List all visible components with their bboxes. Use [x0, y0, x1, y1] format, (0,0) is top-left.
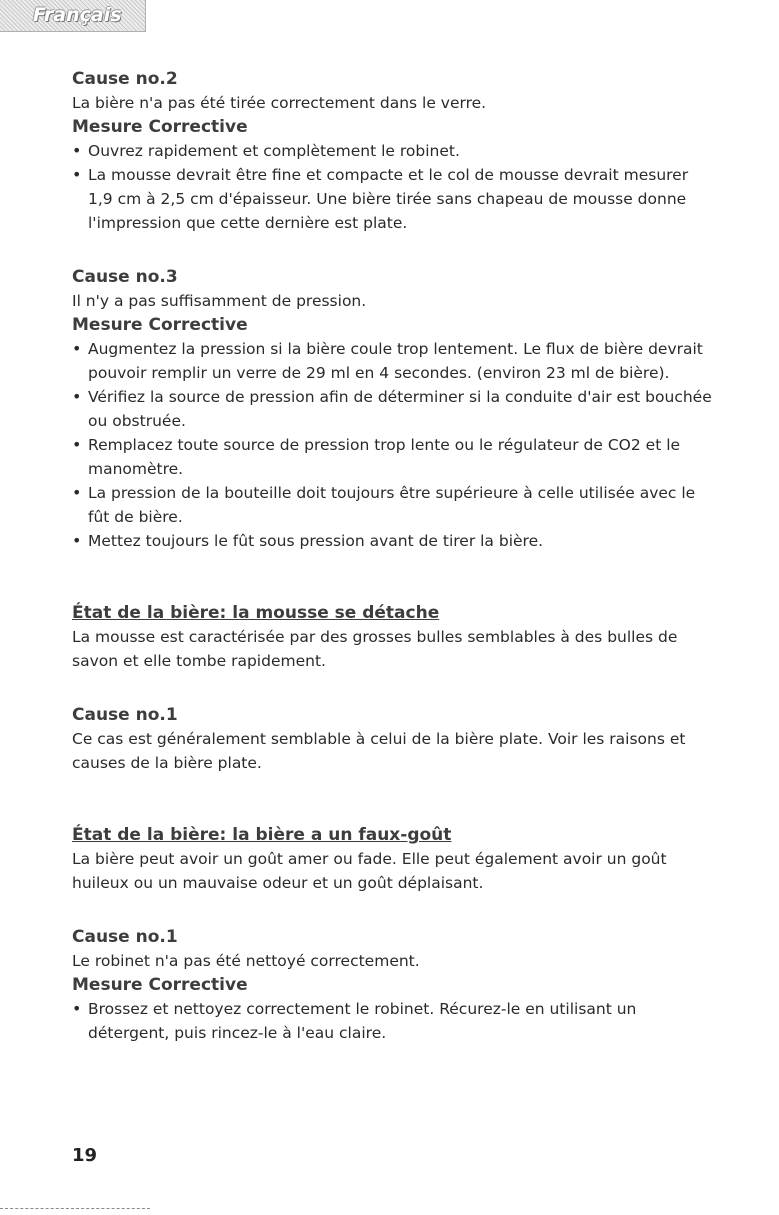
etat-mousse-heading: État de la bière: la mousse se détache — [72, 603, 440, 623]
language-label: Français — [33, 4, 122, 26]
etat-gout-cause-text: Le robinet n'a pas été nettoyé correctement. — [72, 952, 420, 970]
bullet-item: • La mousse devrait être fine et compacte et le col de mousse devrait mesurer 1,9 cm à 2,5 cm d'épaisseur. Une bière tirée sans chapeau de mousse donne l'impression que cette dernière est plate. — [72, 163, 712, 235]
etat-gout-mesure-heading: Mesure Corrective — [72, 975, 248, 995]
etat-mousse-cause-heading: Cause no.1 — [72, 705, 178, 725]
bullet-item: • Mettez toujours le fût sous pression avant de tirer la bière. — [72, 529, 712, 553]
cause-3-text: Il n'y a pas suffisamment de pression. — [72, 292, 367, 310]
language-tab — [0, 0, 146, 32]
bullet-item: • Vérifiez la source de pression afin de déterminer si la conduite d'air est bouchée ou obstruée. — [72, 385, 712, 433]
etat-gout-cause-heading: Cause no.1 — [72, 927, 178, 947]
page-number: 19 — [72, 1145, 98, 1166]
etat-mousse-text: La mousse est caractérisée par des grosses bulles semblables à des bulles de savon et elle tombe rapidement. — [72, 628, 678, 670]
cause-2-mesure-heading: Mesure Corrective — [72, 117, 248, 137]
footer-divider — [0, 1208, 150, 1209]
cause-3-bullets — [72, 337, 712, 553]
etat-gout-heading: État de la bière: la bière a un faux-goût — [72, 825, 452, 845]
cause-2-bullets — [72, 139, 712, 235]
bullet-item: • Augmentez la pression si la bière coule trop lentement. Le flux de bière devrait pouvoir remplir un verre de 29 ml en 4 secondes. (environ 23 ml de bière). — [72, 337, 712, 385]
page-content — [72, 67, 712, 1045]
cause-2-text: La bière n'a pas été tirée correctement dans le verre. — [72, 94, 487, 112]
bullet-item: • Remplacez toute source de pression trop lente ou le régulateur de CO2 et le manomètre. — [72, 433, 712, 481]
bullet-item: • Brossez et nettoyez correctement le robinet. Récurez-le en utilisant un détergent, puis rincez-le à l'eau claire. — [72, 997, 712, 1045]
bullet-item: • La pression de la bouteille doit toujours être supérieure à celle utilisée avec le fût de bière. — [72, 481, 712, 529]
cause-2-heading: Cause no.2 — [72, 69, 178, 89]
cause-3-mesure-heading: Mesure Corrective — [72, 315, 248, 335]
bullet-item: • Ouvrez rapidement et complètement le robinet. — [72, 139, 712, 163]
etat-gout-text: La bière peut avoir un goût amer ou fade. Elle peut également avoir un goût huileux ou un mauvaise odeur et un goût déplaisant. — [72, 850, 667, 892]
etat-gout-bullets — [72, 997, 712, 1045]
etat-mousse-cause-text: Ce cas est généralement semblable à celui de la bière plate. Voir les raisons et causes de la bière plate. — [72, 730, 686, 772]
cause-3-heading: Cause no.3 — [72, 267, 178, 287]
